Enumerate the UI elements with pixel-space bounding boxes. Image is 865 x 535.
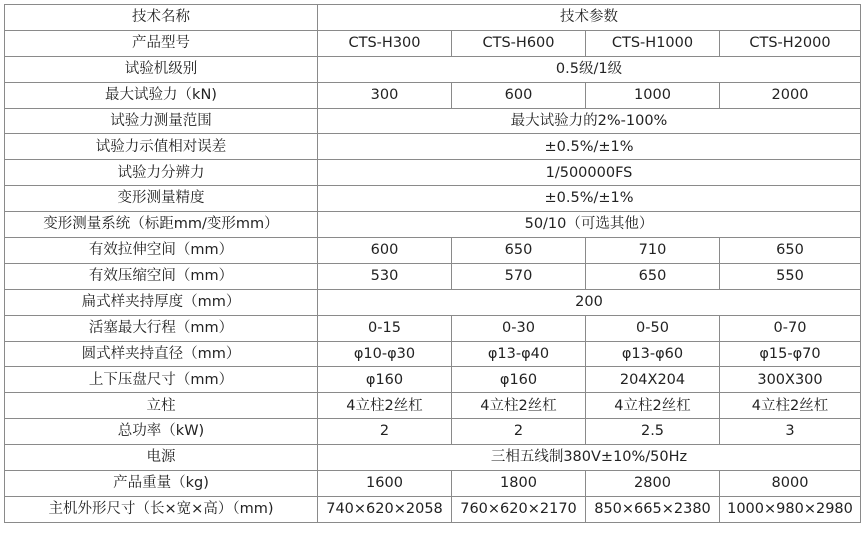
row-value-cell: 204X204: [586, 367, 720, 393]
header-label-cell: 技术名称: [5, 5, 318, 31]
row-value-cell: 2000: [720, 82, 861, 108]
row-label-cell: 有效拉伸空间（mm）: [5, 238, 318, 264]
table-row: [5, 82, 861, 108]
row-value-cell: CTS-H600: [452, 30, 586, 56]
table-row: [5, 186, 861, 212]
row-label-cell: 最大试验力（kN): [5, 82, 318, 108]
row-value-cell: 650: [586, 263, 720, 289]
row-value-cell: 550: [720, 263, 861, 289]
table-row: [5, 56, 861, 82]
row-value-cell: φ160: [452, 367, 586, 393]
row-value-cell: 4立柱2丝杠: [318, 393, 452, 419]
row-label-cell: 试验力分辨力: [5, 160, 318, 186]
row-value-cell: 1000×980×2980: [720, 496, 861, 522]
row-value-cell: φ13-φ60: [586, 341, 720, 367]
row-value-cell: 0-70: [720, 315, 861, 341]
row-value-cell: φ10-φ30: [318, 341, 452, 367]
row-value-cell: 4立柱2丝杠: [720, 393, 861, 419]
row-value-cell: CTS-H2000: [720, 30, 861, 56]
row-value-cell: 0-30: [452, 315, 586, 341]
table-row: [5, 315, 861, 341]
row-value-cell: 1800: [452, 471, 586, 497]
row-value-cell: 760×620×2170: [452, 496, 586, 522]
row-label-cell: 电源: [5, 445, 318, 471]
header-value-cell: 技术参数: [318, 5, 861, 31]
row-value-cell: φ160: [318, 367, 452, 393]
row-value-cell: 570: [452, 263, 586, 289]
row-value-cell: 2: [452, 419, 586, 445]
row-label-cell: 扁式样夹持厚度（mm）: [5, 289, 318, 315]
row-value-cell: 710: [586, 238, 720, 264]
row-value-cell: 0-15: [318, 315, 452, 341]
row-label-cell: 圆式样夹持直径（mm）: [5, 341, 318, 367]
table-row: [5, 393, 861, 419]
row-label-cell: 立柱: [5, 393, 318, 419]
row-value-cell: 3: [720, 419, 861, 445]
table-row: [5, 367, 861, 393]
row-label-cell: 活塞最大行程（mm）: [5, 315, 318, 341]
spec-table: [4, 4, 861, 523]
table-row: [5, 160, 861, 186]
row-label-cell: 上下压盘尺寸（mm）: [5, 367, 318, 393]
table-row: [5, 134, 861, 160]
row-value-cell: ±0.5%/±1%: [318, 186, 861, 212]
table-row: [5, 471, 861, 497]
table-row: [5, 30, 861, 56]
row-value-cell: CTS-H1000: [586, 30, 720, 56]
row-value-cell: 850×665×2380: [586, 496, 720, 522]
row-value-cell: 1600: [318, 471, 452, 497]
row-value-cell: CTS-H300: [318, 30, 452, 56]
row-label-cell: 产品重量（kg): [5, 471, 318, 497]
row-value-cell: 最大试验力的2%-100%: [318, 108, 861, 134]
row-value-cell: 600: [318, 238, 452, 264]
row-value-cell: 740×620×2058: [318, 496, 452, 522]
row-value-cell: 4立柱2丝杠: [452, 393, 586, 419]
row-value-cell: 200: [318, 289, 861, 315]
row-value-cell: 1000: [586, 82, 720, 108]
row-label-cell: 试验力测量范围: [5, 108, 318, 134]
row-value-cell: 4立柱2丝杠: [586, 393, 720, 419]
table-row: [5, 289, 861, 315]
row-label-cell: 试验力示值相对误差: [5, 134, 318, 160]
table-row: [5, 419, 861, 445]
row-value-cell: 300X300: [720, 367, 861, 393]
spec-table-body: [5, 5, 861, 523]
table-row: [5, 341, 861, 367]
header-row: [5, 5, 861, 31]
row-label-cell: 变形测量系统（标距mm/变形mm）: [5, 212, 318, 238]
row-value-cell: 0.5级/1级: [318, 56, 861, 82]
row-value-cell: φ15-φ70: [720, 341, 861, 367]
row-value-cell: 1/500000FS: [318, 160, 861, 186]
row-label-cell: 变形测量精度: [5, 186, 318, 212]
row-label-cell: 总功率（kW): [5, 419, 318, 445]
row-label-cell: 主机外形尺寸（长×宽×高）（mm): [5, 496, 318, 522]
table-row: [5, 263, 861, 289]
row-label-cell: 产品型号: [5, 30, 318, 56]
row-value-cell: 300: [318, 82, 452, 108]
row-value-cell: 50/10（可选其他）: [318, 212, 861, 238]
row-label-cell: 试验机级别: [5, 56, 318, 82]
row-value-cell: 650: [452, 238, 586, 264]
row-value-cell: 0-50: [586, 315, 720, 341]
row-value-cell: 2: [318, 419, 452, 445]
row-value-cell: 530: [318, 263, 452, 289]
table-row: [5, 445, 861, 471]
row-value-cell: ±0.5%/±1%: [318, 134, 861, 160]
row-value-cell: φ13-φ40: [452, 341, 586, 367]
table-row: [5, 496, 861, 522]
row-value-cell: 三相五线制380V±10%/50Hz: [318, 445, 861, 471]
row-value-cell: 2.5: [586, 419, 720, 445]
table-row: [5, 212, 861, 238]
row-value-cell: 8000: [720, 471, 861, 497]
row-value-cell: 650: [720, 238, 861, 264]
row-value-cell: 2800: [586, 471, 720, 497]
row-value-cell: 600: [452, 82, 586, 108]
row-label-cell: 有效压缩空间（mm）: [5, 263, 318, 289]
table-row: [5, 238, 861, 264]
table-row: [5, 108, 861, 134]
